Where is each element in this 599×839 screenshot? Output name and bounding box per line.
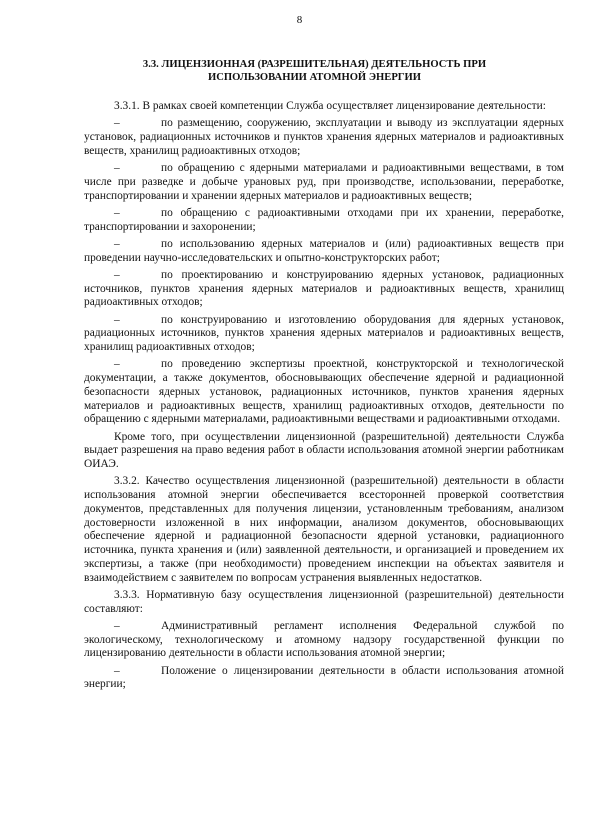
list-item-text: Положение о лицензировании деятельности в области использования атомной энергии; [84, 664, 564, 691]
page-number: 8 [296, 14, 303, 26]
list-item [84, 665, 564, 693]
list-item-text: по обращению с радиоактивными отходами при их хранении, переработке, транспортировании и захоронении; [84, 206, 564, 233]
list-item-text: по использованию ядерных материалов и (или) радиоактивных веществ при проведении научно-исследовательских и опытно-конструкторских работ; [84, 237, 564, 264]
list-item [84, 162, 564, 203]
list-item [84, 238, 564, 266]
list-item-text: по обращению с ядерными материалами и радиоактивными веществами, в том числе при разведке и добыче урановых руд, при производстве, использовании, переработке, транспортировании и хранении ядерных материалов и радиоактивных веществ; [84, 162, 564, 202]
regulatory-basis-list [84, 620, 564, 692]
bullet-dash: – [114, 117, 120, 130]
list-item-text: Административный регламент исполнения Федеральной службой по экологическому, технологическому и атомному надзору государственной функции по лицензированию деятельности в области использования атомной энергии; [84, 619, 564, 660]
list-item-text: по конструированию и изготовлению оборудования для ядерных установок, радиационных источников, пунктов хранения ядерных материалов и радиоактивных веществ, хранилищ радиоактивных отходов; [84, 313, 564, 353]
list-item-text: по размещению, сооружению, эксплуатации и выводу из эксплуатации ядерных установок, радиационных источников и пунктов хранения ядерных материалов и радиоактивных веществ, хранилищ радиоактивных отходов; [84, 117, 564, 157]
licensing-activities-list [84, 117, 564, 427]
bullet-dash: – [114, 162, 120, 174]
section-title: 3.3. ЛИЦЕНЗИОННАЯ (РАЗРЕШИТЕЛЬНАЯ) ДЕЯТЕЛЬНОСТЬ ПРИ ИСПОЛЬЗОВАНИИ АТОМНОЙ ЭНЕРГИИ [142, 59, 487, 83]
paragraph-3-3-2: 3.3.2. Качество осуществления лицензионной (разрешительной) деятельности в области использования атомной энергии обеспечивается всесторонней проверкой соответствия документов, представленных для получения лицензии, установленным требованиям, анализом достоверности изложенной в них информации, анализом документов, обосновывающих обеспечение ядерной и радиационной безопасности ядерной установки, радиационного источника, пункта хранения и (или) заявленной деятельности, и организацией и проведением их экспертизы, а также (при необходимости) проведением инспекции на объектах заявителя и взаимодействием с заявителем по вопросам устранения выявленных недостатков. [84, 475, 564, 584]
list-item-text: по проектированию и конструированию ядерных установок, радиационных источников, пунктов хранения ядерных материалов и радиоактивных веществ, хранилищ радиоактивных отходов; [84, 268, 564, 309]
bullet-dash: – [114, 237, 120, 250]
list-item [84, 117, 564, 158]
paragraph-3-3-3: 3.3.3. Нормативную базу осуществления лицензионной (разрешительной) деятельности составляют: [84, 588, 564, 615]
bullet-dash: – [114, 358, 120, 371]
list-item [84, 620, 564, 661]
paragraph-3-3-1: 3.3.1. В рамках своей компетенции Служба осуществляет лицензирование деятельности: [114, 100, 546, 112]
bullet-dash: – [114, 619, 120, 632]
bullet-dash: – [114, 268, 120, 281]
list-item [84, 207, 564, 235]
list-item [84, 314, 564, 355]
list-item-text: по проведению экспертизы проектной, конструкторской и технологической документации, а также документов, обосновывающих обеспечение ядерной и радиационной безопасности ядерных установок, радиационных источников, пунктов хранения ядерных материалов и радиоактивных веществ, хранилищ радиоактивных отходов, деятельности по обращению с ядерными материалами, радиоактивными веществами и радиоактивными отходами. [84, 358, 564, 426]
paragraph-permits: Кроме того, при осуществлении лицензионной (разрешительной) деятельности Служба выдает разрешения на право ведения работ в области использования атомной энергии работникам ОИАЭ. [84, 430, 564, 470]
bullet-dash: – [114, 313, 120, 326]
list-item [84, 358, 564, 427]
bullet-dash: – [114, 664, 120, 677]
list-item [84, 269, 564, 310]
document-body [84, 100, 564, 696]
bullet-dash: – [114, 206, 120, 219]
